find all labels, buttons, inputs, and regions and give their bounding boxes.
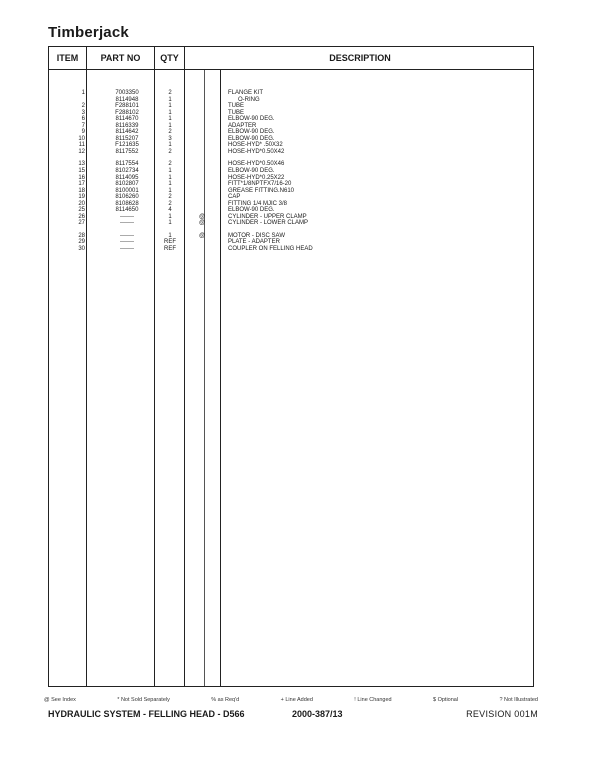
cell-description: CYLINDER - UPPER CLAMP bbox=[228, 213, 307, 220]
cell-description: COUPLER ON FELLING HEAD bbox=[228, 246, 313, 253]
cell-item: 18 bbox=[78, 187, 85, 194]
cell-part-no: 8102807 bbox=[115, 181, 139, 188]
cell-item: 20 bbox=[78, 200, 85, 207]
cell-part-no: 8116339 bbox=[115, 122, 139, 129]
cell-part-no: 8117554 bbox=[115, 161, 139, 168]
cell-item: 11 bbox=[78, 142, 85, 149]
cell-description: CYLINDER - LOWER CLAMP bbox=[228, 220, 309, 227]
cell-description: ELBOW-90 DEG. bbox=[228, 135, 275, 142]
header-item: ITEM bbox=[56, 53, 79, 63]
cell-description: HOSE-HYD* .50X32 bbox=[228, 142, 283, 149]
cell-description: GREASE FITTING.N610 bbox=[228, 187, 295, 194]
cell-qty: 1 bbox=[168, 187, 172, 194]
cell-qty: 2 bbox=[168, 194, 172, 201]
cell-index-mark: @ bbox=[198, 213, 206, 220]
cell-qty: 1 bbox=[168, 220, 172, 227]
cell-description: HOSE-HYD*0.50X42 bbox=[228, 148, 285, 155]
cell-index-mark: @ bbox=[198, 232, 206, 239]
cell-item: 7 bbox=[81, 122, 85, 129]
cell-part-no: 7003350 bbox=[115, 90, 139, 96]
cell-description: ELBOW-90 DEG. bbox=[228, 116, 275, 123]
cell-qty: 1 bbox=[168, 168, 172, 175]
header-qty: QTY bbox=[160, 53, 179, 63]
cell-part-no: 8106260 bbox=[115, 194, 139, 201]
cell-part-no: 8115207 bbox=[115, 135, 139, 142]
cell-qty: REF bbox=[164, 246, 176, 253]
cell-description: TUBE bbox=[228, 109, 245, 116]
cell-qty: 1 bbox=[168, 181, 172, 188]
cell-qty: 1 bbox=[168, 109, 172, 116]
cell-item: 1 bbox=[81, 90, 85, 96]
cell-item: 10 bbox=[78, 135, 85, 142]
legend bbox=[44, 697, 538, 703]
table-header bbox=[49, 47, 533, 70]
cell-item: 3 bbox=[81, 109, 85, 116]
table-row bbox=[49, 220, 533, 227]
cell-item: 2 bbox=[81, 103, 85, 110]
cell-item: 27 bbox=[78, 220, 85, 227]
table-body bbox=[49, 90, 533, 253]
cell-part-no: ------- bbox=[120, 239, 134, 246]
cell-item: 28 bbox=[78, 232, 85, 239]
cell-description: PLATE - ADAPTER bbox=[228, 239, 280, 246]
cell-part-no: ------- bbox=[120, 213, 134, 220]
cell-description: ELBOW-90 DEG. bbox=[228, 207, 275, 214]
cell-part-no: 8117552 bbox=[115, 148, 139, 155]
cell-item: 26 bbox=[78, 213, 85, 220]
cell-item: 13 bbox=[78, 161, 85, 168]
cell-qty: 2 bbox=[168, 161, 172, 168]
cell-description: FITT*1/8NPTFX7/16-20 bbox=[228, 181, 292, 188]
cell-qty: 3 bbox=[168, 135, 172, 142]
cell-description: TUBE bbox=[228, 103, 245, 110]
header-part-no: PART NO bbox=[100, 53, 141, 63]
cell-description: ELBOW-90 DEG. bbox=[228, 129, 275, 136]
page-footer bbox=[48, 709, 538, 723]
cell-qty: 1 bbox=[168, 213, 172, 220]
cell-qty: 1 bbox=[168, 232, 172, 239]
cell-description: FITTING 1/4 MJIC 3/8 bbox=[228, 200, 288, 207]
legend-item: ? Not Illustrated bbox=[499, 697, 538, 703]
cell-description: MOTOR - DISC SAW bbox=[228, 232, 285, 239]
cell-qty: REF bbox=[164, 239, 176, 246]
cell-qty: 1 bbox=[168, 116, 172, 123]
cell-part-no: 8114948 bbox=[115, 96, 139, 103]
cell-qty: 1 bbox=[168, 174, 172, 181]
cell-part-no: 8102734 bbox=[115, 168, 139, 175]
cell-part-no: 8114642 bbox=[115, 129, 139, 136]
cell-item: 19 bbox=[78, 194, 85, 201]
cell-description: FLANGE KIT bbox=[228, 90, 264, 96]
cell-item: 6 bbox=[81, 116, 85, 123]
cell-qty: 4 bbox=[168, 207, 172, 214]
cell-qty: 2 bbox=[168, 148, 172, 155]
cell-qty: 1 bbox=[168, 142, 172, 149]
cell-index-mark: @ bbox=[198, 220, 206, 227]
cell-description: ELBOW-90 DEG. bbox=[228, 168, 275, 175]
footer-code: 2000-387/13 bbox=[292, 709, 343, 719]
cell-item: 17 bbox=[78, 181, 85, 188]
cell-qty: 1 bbox=[168, 122, 172, 129]
cell-qty: 2 bbox=[168, 200, 172, 207]
table-row bbox=[49, 246, 533, 253]
legend-item: * Not Sold Separately bbox=[117, 697, 170, 703]
cell-description: ADAPTER bbox=[228, 122, 257, 129]
cell-item: 12 bbox=[78, 148, 85, 155]
cell-item: 29 bbox=[78, 239, 85, 246]
cell-description: HOSE-HYD*0.50X46 bbox=[228, 161, 285, 168]
cell-part-no: F121635 bbox=[115, 142, 139, 149]
brand-title: Timberjack bbox=[48, 24, 129, 41]
cell-qty: 2 bbox=[168, 129, 172, 136]
cell-description: HOSE-HYD*0.25X22 bbox=[228, 174, 285, 181]
cell-item: 15 bbox=[78, 168, 85, 175]
cell-qty: 2 bbox=[168, 90, 172, 96]
cell-part-no: F288102 bbox=[115, 109, 139, 116]
cell-item: 30 bbox=[78, 246, 85, 253]
cell-item: 9 bbox=[81, 129, 85, 136]
cell-part-no: F288101 bbox=[115, 103, 139, 110]
cell-part-no: 8114650 bbox=[115, 207, 139, 214]
cell-part-no: 8100001 bbox=[115, 187, 139, 194]
cell-description: O-RING bbox=[238, 96, 260, 103]
cell-part-no: 8114670 bbox=[115, 116, 139, 123]
legend-item: % as Req'd bbox=[211, 697, 240, 703]
cell-part-no: 8114095 bbox=[115, 174, 139, 181]
cell-part-no: ------- bbox=[120, 246, 134, 253]
legend-item: ! Line Changed bbox=[354, 697, 392, 703]
footer-revision: REVISION 001M bbox=[466, 709, 538, 719]
cell-part-no: ------- bbox=[120, 232, 134, 239]
cell-part-no: ------- bbox=[120, 220, 134, 227]
parts-table bbox=[48, 46, 534, 687]
cell-item: 25 bbox=[78, 207, 85, 214]
cell-item: 16 bbox=[78, 174, 85, 181]
cell-description: CAP bbox=[228, 194, 241, 201]
legend-item: $ Optional bbox=[433, 697, 459, 703]
table-row bbox=[49, 149, 533, 156]
cell-part-no: 8108628 bbox=[115, 200, 139, 207]
cell-qty: 1 bbox=[168, 103, 172, 110]
cell-qty: 1 bbox=[168, 96, 172, 103]
footer-title: HYDRAULIC SYSTEM - FELLING HEAD - D566 bbox=[48, 709, 245, 719]
legend-item: + Line Added bbox=[280, 697, 313, 703]
header-description: DESCRIPTION bbox=[329, 53, 391, 63]
legend-item: @ See Index bbox=[44, 697, 76, 703]
